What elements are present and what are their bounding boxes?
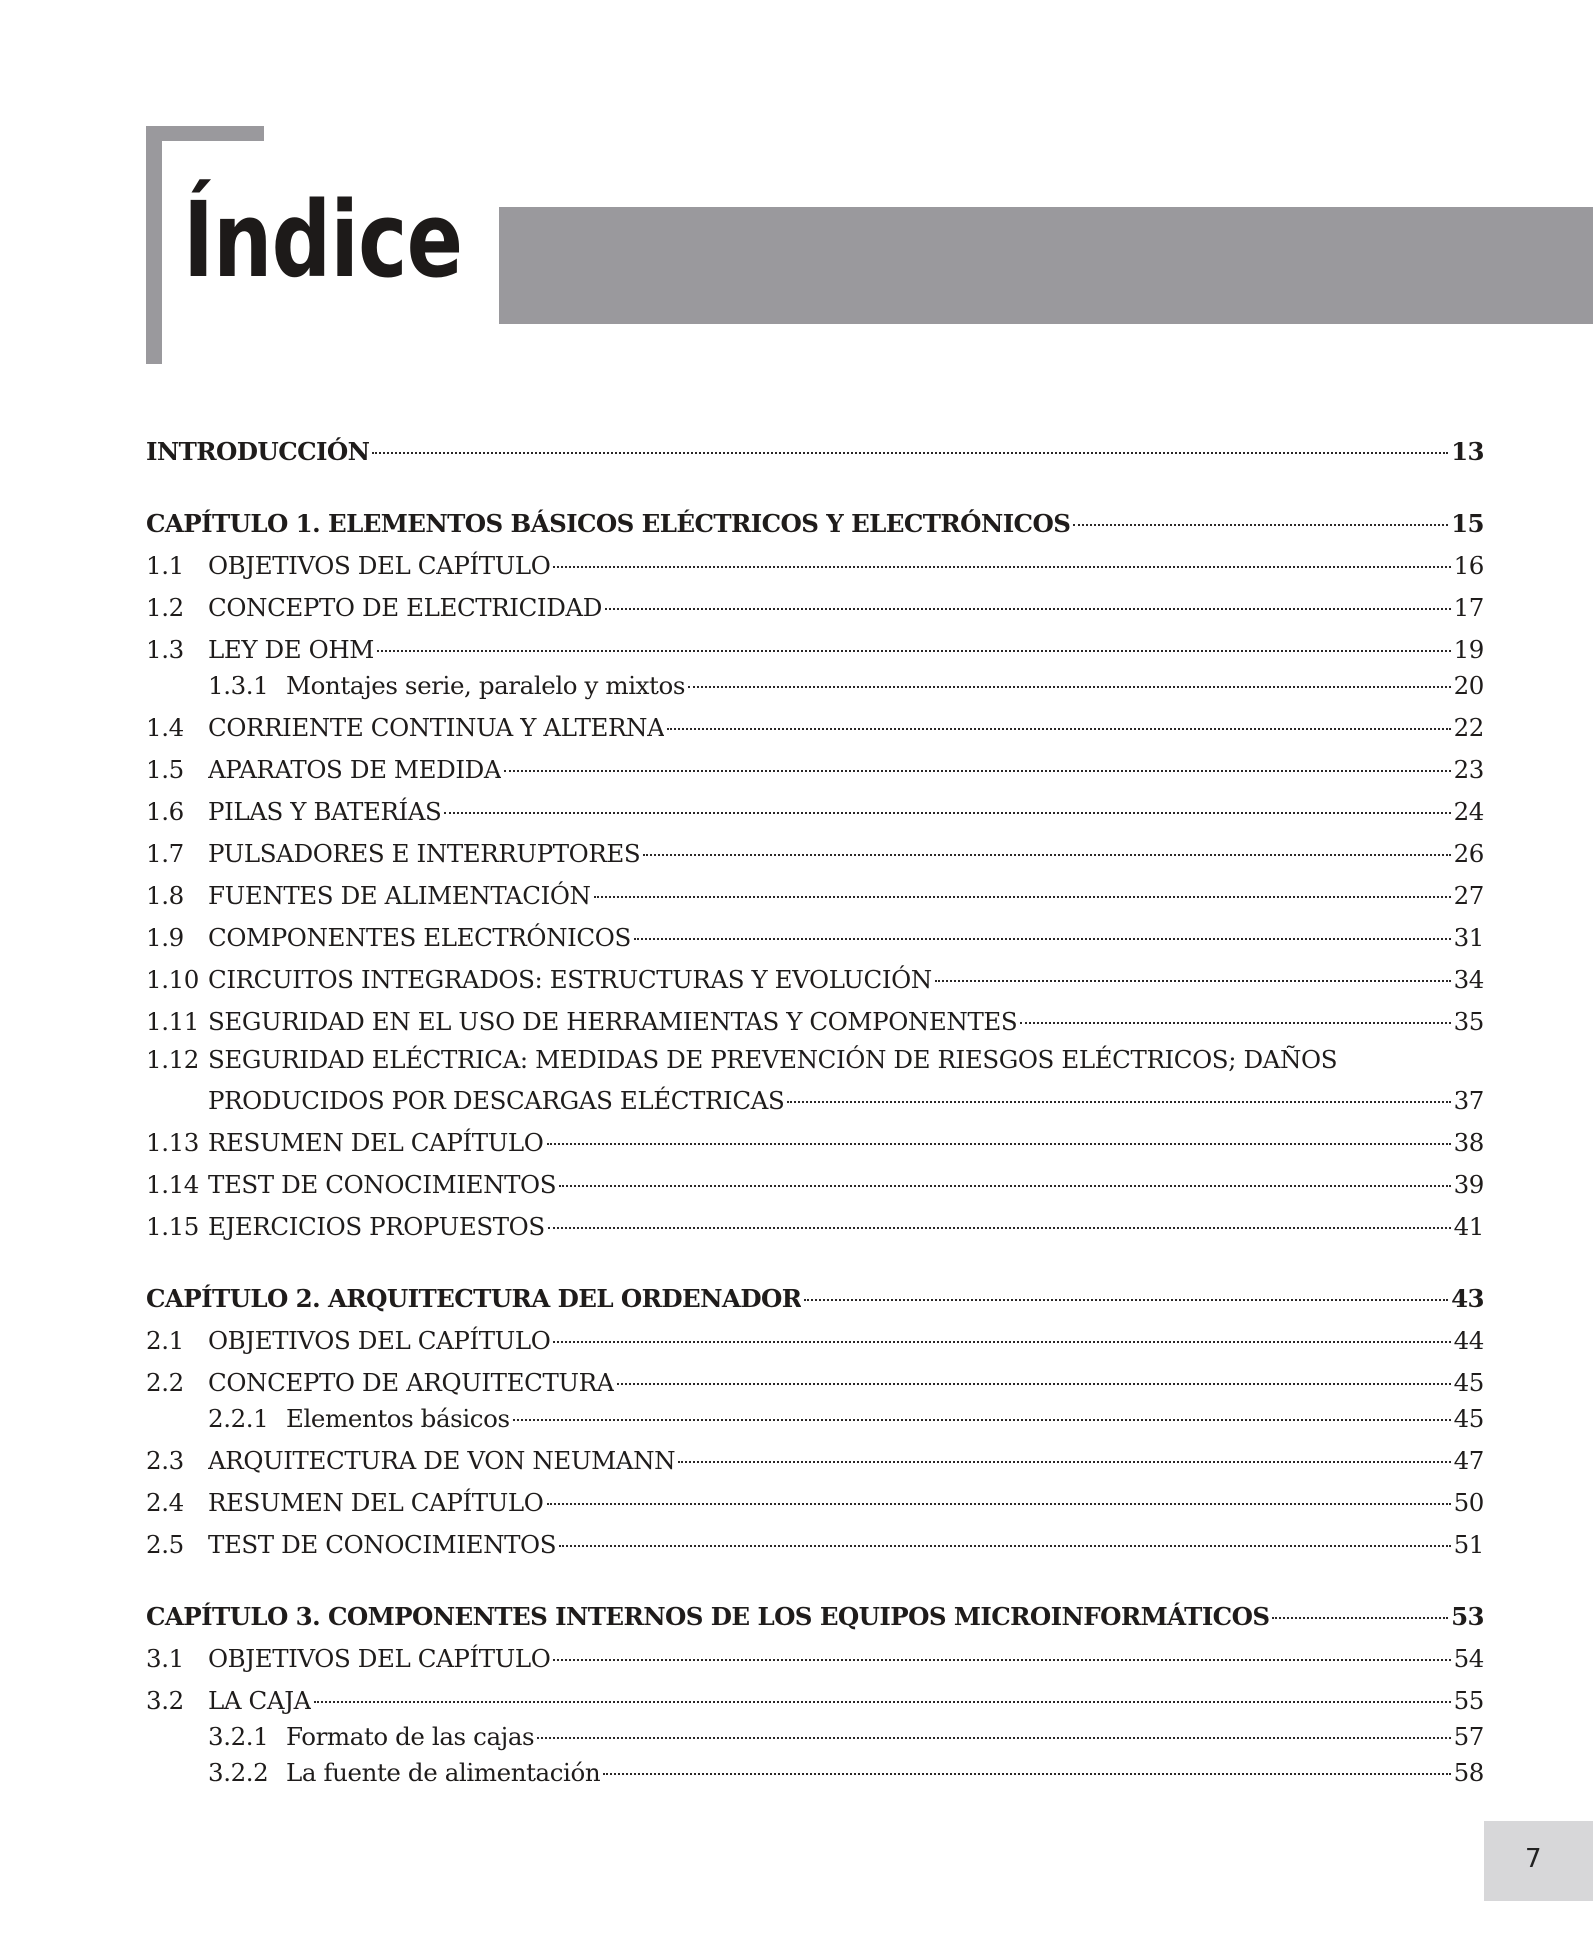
toc-chapter[interactable] xyxy=(146,1280,1484,1313)
toc-leader-dots xyxy=(804,1274,1448,1301)
toc-section[interactable] xyxy=(146,1003,1484,1036)
toc-leader-dots xyxy=(548,1202,1451,1229)
toc-subsection[interactable] xyxy=(208,1718,1484,1751)
toc-entry-number: 1.13 xyxy=(146,1127,199,1157)
toc-leader-dots xyxy=(559,1160,1450,1187)
toc-entry-title: INTRODUCCIÓN xyxy=(146,436,370,466)
toc-leader-dots xyxy=(688,661,1451,688)
title-bracket-vertical xyxy=(146,126,162,364)
toc-section[interactable] xyxy=(146,1364,1484,1397)
toc-entry-page: 54 xyxy=(1453,1643,1484,1673)
toc-entry-number: 1.2 xyxy=(146,592,184,622)
toc-entry-page: 58 xyxy=(1453,1757,1484,1787)
toc-leader-dots xyxy=(603,1748,1450,1775)
toc-entry-title: CORRIENTE CONTINUA Y ALTERNA xyxy=(208,712,665,742)
toc-section[interactable] xyxy=(146,1682,1484,1715)
toc-entry-number: 3.2.2 xyxy=(208,1757,269,1787)
toc-entry-page: 24 xyxy=(1453,796,1484,826)
toc-section-continuation[interactable] xyxy=(208,1082,1484,1115)
toc-subsection[interactable] xyxy=(208,667,1484,700)
toc-leader-dots xyxy=(617,1358,1451,1385)
toc-entry-page: 20 xyxy=(1453,670,1484,700)
toc-leader-dots xyxy=(314,1676,1451,1703)
toc-entry-title: CIRCUITOS INTEGRADOS: ESTRUCTURAS Y EVOLUCIÓN xyxy=(208,964,932,994)
toc-leader-dots xyxy=(559,1520,1450,1547)
toc-entry-page: 39 xyxy=(1453,1169,1484,1199)
toc-section[interactable] xyxy=(146,1526,1484,1559)
toc-entry-number: 1.10 xyxy=(146,964,199,994)
toc-entry-number: 2.4 xyxy=(146,1487,184,1517)
toc-section[interactable] xyxy=(146,877,1484,910)
toc-leader-dots xyxy=(504,745,1450,772)
toc-leader-dots xyxy=(537,1712,1450,1739)
toc-entry-title: SEGURIDAD EN EL USO DE HERRAMIENTAS Y COMPONENTES xyxy=(208,1006,1018,1036)
toc-entry-number: 3.2.1 xyxy=(208,1721,269,1751)
toc-entry-number: 2.2 xyxy=(146,1367,184,1397)
toc-entry-page: 51 xyxy=(1453,1529,1484,1559)
title-bar xyxy=(499,207,1593,324)
toc-entry-title-continuation: PRODUCIDOS POR DESCARGAS ELÉCTRICAS xyxy=(208,1085,785,1115)
toc-entry-title: ARQUITECTURA DE VON NEUMANN xyxy=(208,1445,676,1475)
toc-entry-page: 16 xyxy=(1453,550,1484,580)
toc-entry-title: RESUMEN DEL CAPÍTULO xyxy=(208,1487,544,1517)
toc-entry-title: SEGURIDAD ELÉCTRICA: MEDIDAS DE PREVENCIÓN DE RIESGOS ELÉCTRICOS; DAÑOS xyxy=(208,1045,1338,1074)
toc-leader-dots xyxy=(377,625,1451,652)
toc-entry-number: 1.6 xyxy=(146,796,184,826)
toc-entry-number: 2.2.1 xyxy=(208,1403,269,1433)
toc-chapter[interactable] xyxy=(146,433,1484,466)
toc-leader-dots xyxy=(444,787,1450,814)
toc-leader-dots xyxy=(547,1478,1451,1505)
toc-leader-dots xyxy=(594,871,1451,898)
toc-leader-dots xyxy=(667,703,1450,730)
toc-leader-dots xyxy=(935,955,1451,982)
toc-entry-page: 27 xyxy=(1453,880,1484,910)
toc-entry-title: FUENTES DE ALIMENTACIÓN xyxy=(208,880,591,910)
toc-entry-number: 1.8 xyxy=(146,880,184,910)
toc-entry-page: 22 xyxy=(1453,712,1484,742)
toc-section[interactable] xyxy=(146,1045,1484,1074)
toc-entry-title: LA CAJA xyxy=(208,1685,311,1715)
toc-entry-number: 1.4 xyxy=(146,712,184,742)
toc-entry-page: 41 xyxy=(1453,1211,1484,1241)
toc-leader-dots xyxy=(1020,997,1450,1024)
toc-entry-number: 1.3.1 xyxy=(208,670,269,700)
toc-leader-dots xyxy=(605,583,1451,610)
toc-leader-dots xyxy=(553,1634,1450,1661)
title-bracket-horizontal xyxy=(146,126,264,141)
toc-section[interactable] xyxy=(146,547,1484,580)
toc-entry-page: 38 xyxy=(1453,1127,1484,1157)
page-number: 7 xyxy=(1525,1844,1542,1874)
toc-section[interactable] xyxy=(146,709,1484,742)
toc-section[interactable] xyxy=(146,751,1484,784)
toc-leader-dots xyxy=(553,1316,1450,1343)
toc-section[interactable] xyxy=(146,1322,1484,1355)
toc-entry-title: La fuente de alimentación xyxy=(286,1757,601,1787)
toc-entry-number: 1.9 xyxy=(146,922,184,952)
toc-entry-number: 1.15 xyxy=(146,1211,199,1241)
toc-entry-title: OBJETIVOS DEL CAPÍTULO xyxy=(208,1643,551,1673)
toc-entry-page: 35 xyxy=(1453,1006,1484,1036)
toc-entry-number: 2.5 xyxy=(146,1529,184,1559)
toc-entry-page: 17 xyxy=(1453,592,1484,622)
toc-entry-page: 55 xyxy=(1453,1685,1484,1715)
toc-section[interactable] xyxy=(146,1124,1484,1157)
toc-entry-title: OBJETIVOS DEL CAPÍTULO xyxy=(208,550,551,580)
toc-entry-title: CAPÍTULO 2. ARQUITECTURA DEL ORDENADOR xyxy=(146,1283,802,1313)
toc-entry-page: 50 xyxy=(1453,1487,1484,1517)
toc-section[interactable] xyxy=(146,1484,1484,1517)
toc-entry-title: PILAS Y BATERÍAS xyxy=(208,796,442,826)
toc-section[interactable] xyxy=(146,1640,1484,1673)
toc-entry-page: 43 xyxy=(1451,1283,1484,1313)
toc-entry-page: 53 xyxy=(1451,1601,1484,1631)
toc-entry-title: CAPÍTULO 1. ELEMENTOS BÁSICOS ELÉCTRICOS Y ELECTRÓNICOS xyxy=(146,508,1071,538)
toc-section[interactable] xyxy=(146,919,1484,952)
toc-entry-page: 23 xyxy=(1453,754,1484,784)
toc-entry-page: 13 xyxy=(1451,436,1484,466)
toc-leader-dots xyxy=(372,427,1448,454)
toc-entry-title: TEST DE CONOCIMIENTOS xyxy=(208,1169,557,1199)
toc-entry-page: 44 xyxy=(1453,1325,1484,1355)
toc-entry-number: 1.7 xyxy=(146,838,184,868)
toc-leader-dots xyxy=(678,1436,1450,1463)
toc-leader-dots xyxy=(787,1076,1450,1103)
toc-entry-number: 1.3 xyxy=(146,634,184,664)
toc-entry-title: EJERCICIOS PROPUESTOS xyxy=(208,1211,545,1241)
toc-entry-number: 1.5 xyxy=(146,754,184,784)
toc-entry-number: 2.1 xyxy=(146,1325,184,1355)
toc-chapter[interactable] xyxy=(146,1598,1484,1631)
toc-section[interactable] xyxy=(146,1208,1484,1241)
toc-leader-dots xyxy=(1073,499,1448,526)
toc-entry-title: PULSADORES E INTERRUPTORES xyxy=(208,838,641,868)
toc-entry-number: 1.1 xyxy=(146,550,184,580)
toc-entry-title: CONCEPTO DE ARQUITECTURA xyxy=(208,1367,614,1397)
toc-section[interactable] xyxy=(146,589,1484,622)
toc-section[interactable] xyxy=(146,961,1484,994)
toc-section[interactable] xyxy=(146,793,1484,826)
toc-entry-title: CAPÍTULO 3. COMPONENTES INTERNOS DE LOS EQUIPOS MICROINFORMÁTICOS xyxy=(146,1601,1270,1631)
toc-entry-title: CONCEPTO DE ELECTRICIDAD xyxy=(208,592,602,622)
toc-leader-dots xyxy=(513,1394,1451,1421)
toc-entry-number: 1.11 xyxy=(146,1006,199,1036)
toc-entry-title: OBJETIVOS DEL CAPÍTULO xyxy=(208,1325,551,1355)
toc-section[interactable] xyxy=(146,1166,1484,1199)
toc-entry-number: 3.2 xyxy=(146,1685,184,1715)
toc-chapter[interactable] xyxy=(146,505,1484,538)
toc-entry-page: 34 xyxy=(1453,964,1484,994)
toc-entry-title: Montajes serie, paralelo y mixtos xyxy=(286,670,686,700)
toc-entry-title: Elementos básicos xyxy=(286,1403,510,1433)
toc-entry-page: 57 xyxy=(1453,1721,1484,1751)
toc-entry-page: 37 xyxy=(1453,1085,1484,1115)
toc-entry-page: 26 xyxy=(1453,838,1484,868)
toc-entry-page: 19 xyxy=(1453,634,1484,664)
toc-entry-page: 31 xyxy=(1453,922,1484,952)
toc-entry-title: Formato de las cajas xyxy=(286,1721,535,1751)
page-title: Índice xyxy=(183,179,463,301)
toc-leader-dots xyxy=(1272,1592,1448,1619)
toc-entry-number: 3.1 xyxy=(146,1643,184,1673)
toc-entry-number: 1.12 xyxy=(146,1045,199,1074)
toc-entry-page: 47 xyxy=(1453,1445,1484,1475)
toc-entry-page: 45 xyxy=(1453,1367,1484,1397)
toc-section[interactable] xyxy=(146,835,1484,868)
toc-entry-number: 1.14 xyxy=(146,1169,199,1199)
toc-entry-page: 15 xyxy=(1451,508,1484,538)
toc-entry-title: TEST DE CONOCIMIENTOS xyxy=(208,1529,557,1559)
toc-entry-number: 2.3 xyxy=(146,1445,184,1475)
toc-subsection[interactable] xyxy=(208,1754,1484,1787)
toc-section[interactable] xyxy=(146,631,1484,664)
toc-entry-title: RESUMEN DEL CAPÍTULO xyxy=(208,1127,544,1157)
toc-entry-title: APARATOS DE MEDIDA xyxy=(208,754,502,784)
toc-section[interactable] xyxy=(146,1442,1484,1475)
toc-leader-dots xyxy=(643,829,1450,856)
toc-entry-title: COMPONENTES ELECTRÓNICOS xyxy=(208,922,631,952)
toc-entry-page: 45 xyxy=(1453,1403,1484,1433)
toc-leader-dots xyxy=(547,1118,1451,1145)
toc-leader-dots xyxy=(634,913,1451,940)
toc-subsection[interactable] xyxy=(208,1400,1484,1433)
toc-leader-dots xyxy=(553,541,1450,568)
toc-entry-title: LEY DE OHM xyxy=(208,634,374,664)
